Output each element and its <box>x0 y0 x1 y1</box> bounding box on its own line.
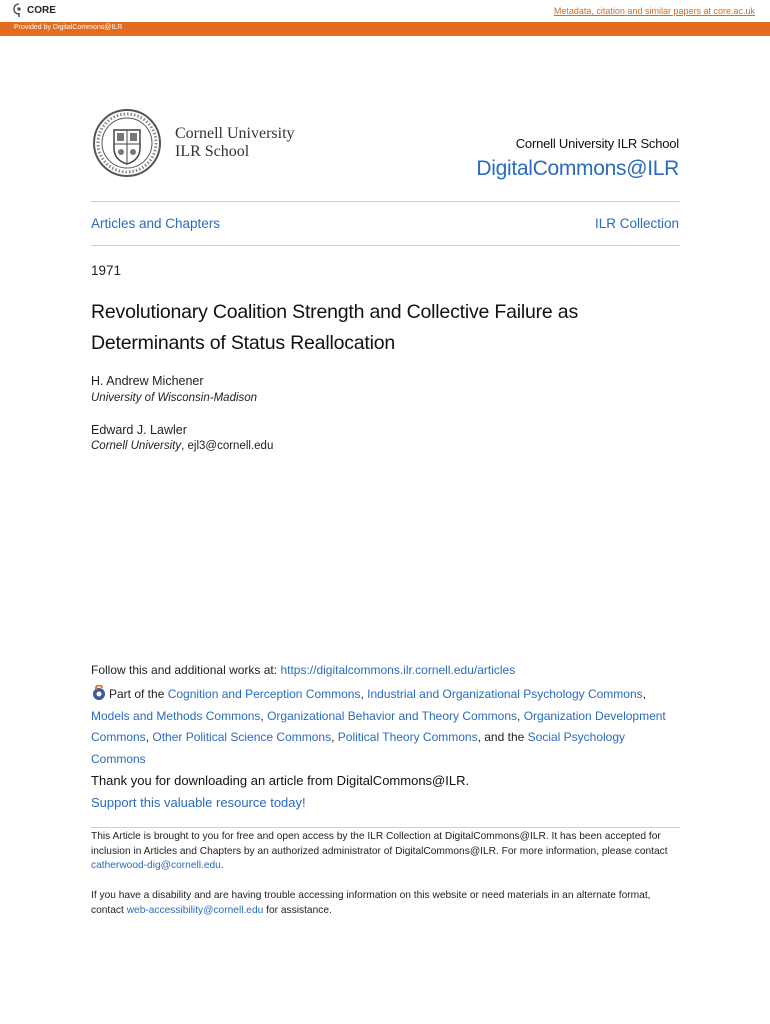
contact-email-link[interactable]: catherwood-dig@cornell.edu <box>91 860 221 871</box>
follow-prefix: Follow this and additional works at: <box>91 663 281 677</box>
commons-link[interactable]: Organizational Behavior and Theory Commons <box>267 708 518 723</box>
repository-header <box>476 136 679 181</box>
repository-link[interactable]: DigitalCommons@ILR <box>476 157 679 180</box>
commons-link[interactable]: Organization Development Commons <box>91 708 666 744</box>
provided-by-bar <box>0 22 770 36</box>
accessibility-email-link[interactable]: web-accessibility@cornell.edu <box>126 904 264 916</box>
author-email: , ejl3@cornell.edu <box>181 440 274 452</box>
accessibility-end: for assistance. <box>263 904 332 916</box>
notice-text: This Article is brought to you for free and open access by the ILR Collection at DigitalCommons@ILR. It has been accepted for inclusion in Articles and Chapters by an authorized administrator of DigitalCommons@ILR. For more information, please contact <box>91 831 668 857</box>
logo-university-name: Cornell University <box>175 125 295 142</box>
support-link[interactable]: Support this valuable resource today! <box>91 795 306 810</box>
part-of-prefix: Part of the <box>109 687 168 701</box>
ilr-school-label: Cornell University ILR School <box>515 136 679 151</box>
article-title: Revolutionary Coalition Strength and Collective Failure as Determinants of Status Reallocation <box>91 301 578 354</box>
part-of-disciplines: Part of the Cognition and Perception Commons, Industrial and Organizational Psychology Commons, Models and Methods Commons, Organizational Behavior and Theory Commons, Organization Development Commons, Other Political Science Commons, Political Theory Commons, and the Social Psychology Commons <box>91 687 666 766</box>
divider <box>91 245 680 246</box>
core-logo-text: CORE <box>27 5 56 16</box>
cornell-seal-icon <box>92 108 162 178</box>
core-logo[interactable] <box>13 3 56 18</box>
accessibility-notice <box>91 889 681 918</box>
cornell-ilr-logo <box>92 108 312 178</box>
commons-link[interactable]: Social Psychology Commons <box>91 730 626 766</box>
core-logo-icon <box>13 3 25 18</box>
logo-school-name: ILR School <box>175 143 250 160</box>
provided-by-text: Provided by DigitalCommons@ILR <box>14 24 123 31</box>
divider <box>91 827 680 828</box>
access-notice <box>91 830 681 874</box>
thanks-message: Thank you for downloading an article from DigitalCommons@ILR. <box>91 773 470 788</box>
author-affiliation <box>91 392 257 404</box>
core-bar <box>0 0 770 22</box>
follow-line <box>91 663 515 677</box>
commons-link[interactable]: Models and Methods Commons <box>91 708 261 723</box>
core-metadata-link[interactable]: Metadata, citation and similar papers at core.ac.uk <box>553 6 755 16</box>
commons-link[interactable]: Cognition and Perception Commons <box>167 687 361 701</box>
publication-year: 1971 <box>91 263 122 278</box>
logo-wordmark <box>175 125 295 161</box>
commons-link[interactable]: Industrial and Organizational Psychology Commons <box>367 687 643 701</box>
author-name: Edward J. Lawler <box>91 423 187 437</box>
author-affiliation <box>91 440 273 452</box>
ilr-collection-link[interactable]: ILR Collection <box>594 216 679 231</box>
author-name: H. Andrew Michener <box>91 374 204 388</box>
affiliation-name: Cornell University <box>91 440 182 452</box>
notice-end: . <box>220 860 224 871</box>
commons-link[interactable]: Political Theory Commons <box>337 730 478 744</box>
articles-chapters-link[interactable]: Articles and Chapters <box>91 216 221 231</box>
affiliation-name: University of Wisconsin-Madison <box>91 392 258 404</box>
open-access-icon <box>91 685 107 701</box>
accessibility-text: If you have a disability and are having trouble accessing information on this website or need materials in an alternate format, contact <box>91 890 651 916</box>
divider <box>91 201 680 202</box>
follow-url-link[interactable]: https://digitalcommons.ilr.cornell.edu/articles <box>280 663 516 677</box>
and-the-text: , and the <box>477 730 528 744</box>
commons-link[interactable]: Other Political Science Commons <box>152 730 332 744</box>
